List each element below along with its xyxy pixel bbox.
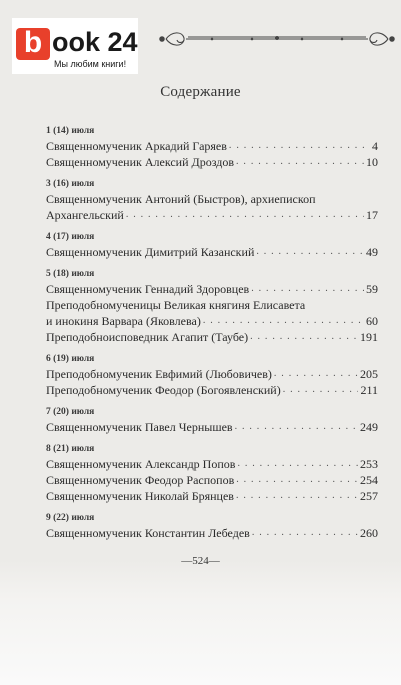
dot-leader (235, 419, 358, 435)
dot-leader (237, 456, 358, 472)
toc-page-number: 60 (366, 314, 378, 328)
toc-entry[interactable] (46, 154, 378, 170)
table-of-contents (46, 125, 378, 541)
logo-b-letter: b (23, 26, 43, 59)
dot-leader (229, 138, 370, 154)
toc-page-number: 257 (360, 489, 378, 503)
dot-leader (250, 329, 358, 345)
toc-entry[interactable] (46, 419, 378, 435)
toc-entry[interactable] (46, 382, 378, 398)
toc-entry-title: Архангельский (46, 208, 124, 222)
dot-leader (256, 244, 364, 260)
toc-entry-title: Священномученик Павел Чернышев (46, 420, 233, 434)
toc-entry[interactable] (46, 244, 378, 260)
decorative-ornament-icon (152, 29, 401, 49)
dot-leader (283, 382, 359, 398)
toc-entry-title: Священномученик Константин Лебедев (46, 526, 250, 540)
toc-entry[interactable] (46, 138, 378, 154)
toc-date: 4 (17) июля (46, 232, 95, 242)
book24-logo[interactable] (12, 18, 138, 74)
toc-page-number: 4 (372, 139, 378, 153)
toc-date: 1 (14) июля (46, 126, 95, 136)
toc-entry-title: Священномученик Геннадий Здоровцев (46, 282, 250, 296)
page-title: Содержание (160, 84, 241, 100)
toc-entry[interactable] (46, 456, 378, 472)
logo-wordmark: ook 24 (52, 27, 138, 57)
toc-entry-title: Преподобномученик Феодор (Богоявленский) (46, 383, 281, 397)
dot-leader (236, 472, 358, 488)
toc-page-number: 253 (360, 457, 378, 471)
dot-leader (274, 366, 358, 382)
toc-entry-title: и инокиня Варвара (Яковлева) (46, 314, 201, 328)
toc-page-number: 10 (366, 155, 378, 169)
toc-date: 9 (22) июля (46, 513, 95, 523)
toc-entry[interactable] (46, 329, 378, 345)
toc-page-number: 211 (360, 383, 378, 397)
logo-tagline: Мы любим книги! (54, 59, 127, 69)
dot-leader (126, 207, 364, 223)
toc-entry-title: Священномученик Аркадий Гаряев (46, 139, 227, 153)
toc-date: 3 (16) июля (46, 179, 95, 189)
toc-page-number: 191 (360, 330, 378, 344)
page-number: —524— (181, 555, 220, 567)
toc-entry-title: Преподобноисповедник Агапит (Таубе) (46, 330, 249, 344)
dot-leader (236, 488, 358, 504)
dot-leader (203, 313, 364, 329)
toc-entry-title-line1: Священномученик Антоний (Быстров), архиепископ (46, 192, 316, 206)
toc-date: 7 (20) июля (46, 407, 95, 417)
toc-entry[interactable] (46, 472, 378, 488)
toc-entry-title: Священномученик Феодор Распопов (46, 473, 235, 487)
toc-entry-title: Священномученик Алексий Дроздов (46, 155, 235, 169)
toc-page-number: 249 (360, 420, 378, 434)
toc-entry-title: Преподобномученик Евфимий (Любовичев) (46, 367, 272, 381)
toc-entry[interactable] (46, 488, 378, 504)
toc-page-number: 59 (366, 282, 378, 296)
dot-leader (252, 525, 358, 541)
toc-page-number: 260 (360, 526, 378, 540)
toc-date: 5 (18) июля (46, 269, 95, 279)
dot-leader (236, 154, 364, 170)
toc-entry-title: Священномученик Александр Попов (46, 457, 236, 471)
toc-page-number: 49 (366, 245, 378, 259)
toc-page-number: 205 (360, 367, 378, 381)
logo-b-badge (16, 28, 50, 60)
toc-page-number: 17 (366, 208, 378, 222)
toc-entry-title-line1: Преподобномученицы Великая княгиня Елисавета (46, 298, 306, 312)
toc-date: 8 (21) июля (46, 444, 95, 454)
toc-entry[interactable] (46, 366, 378, 382)
toc-entry-title: Священномученик Димитрий Казанский (46, 245, 255, 259)
toc-page-number: 254 (360, 473, 378, 487)
toc-entry[interactable] (46, 313, 378, 329)
toc-entry[interactable] (46, 525, 378, 541)
toc-entry-title: Священномученик Николай Брянцев (46, 489, 234, 503)
toc-entry[interactable] (46, 207, 378, 223)
toc-entry[interactable] (46, 281, 378, 297)
toc-date: 6 (19) июля (46, 354, 95, 364)
dot-leader (251, 281, 364, 297)
